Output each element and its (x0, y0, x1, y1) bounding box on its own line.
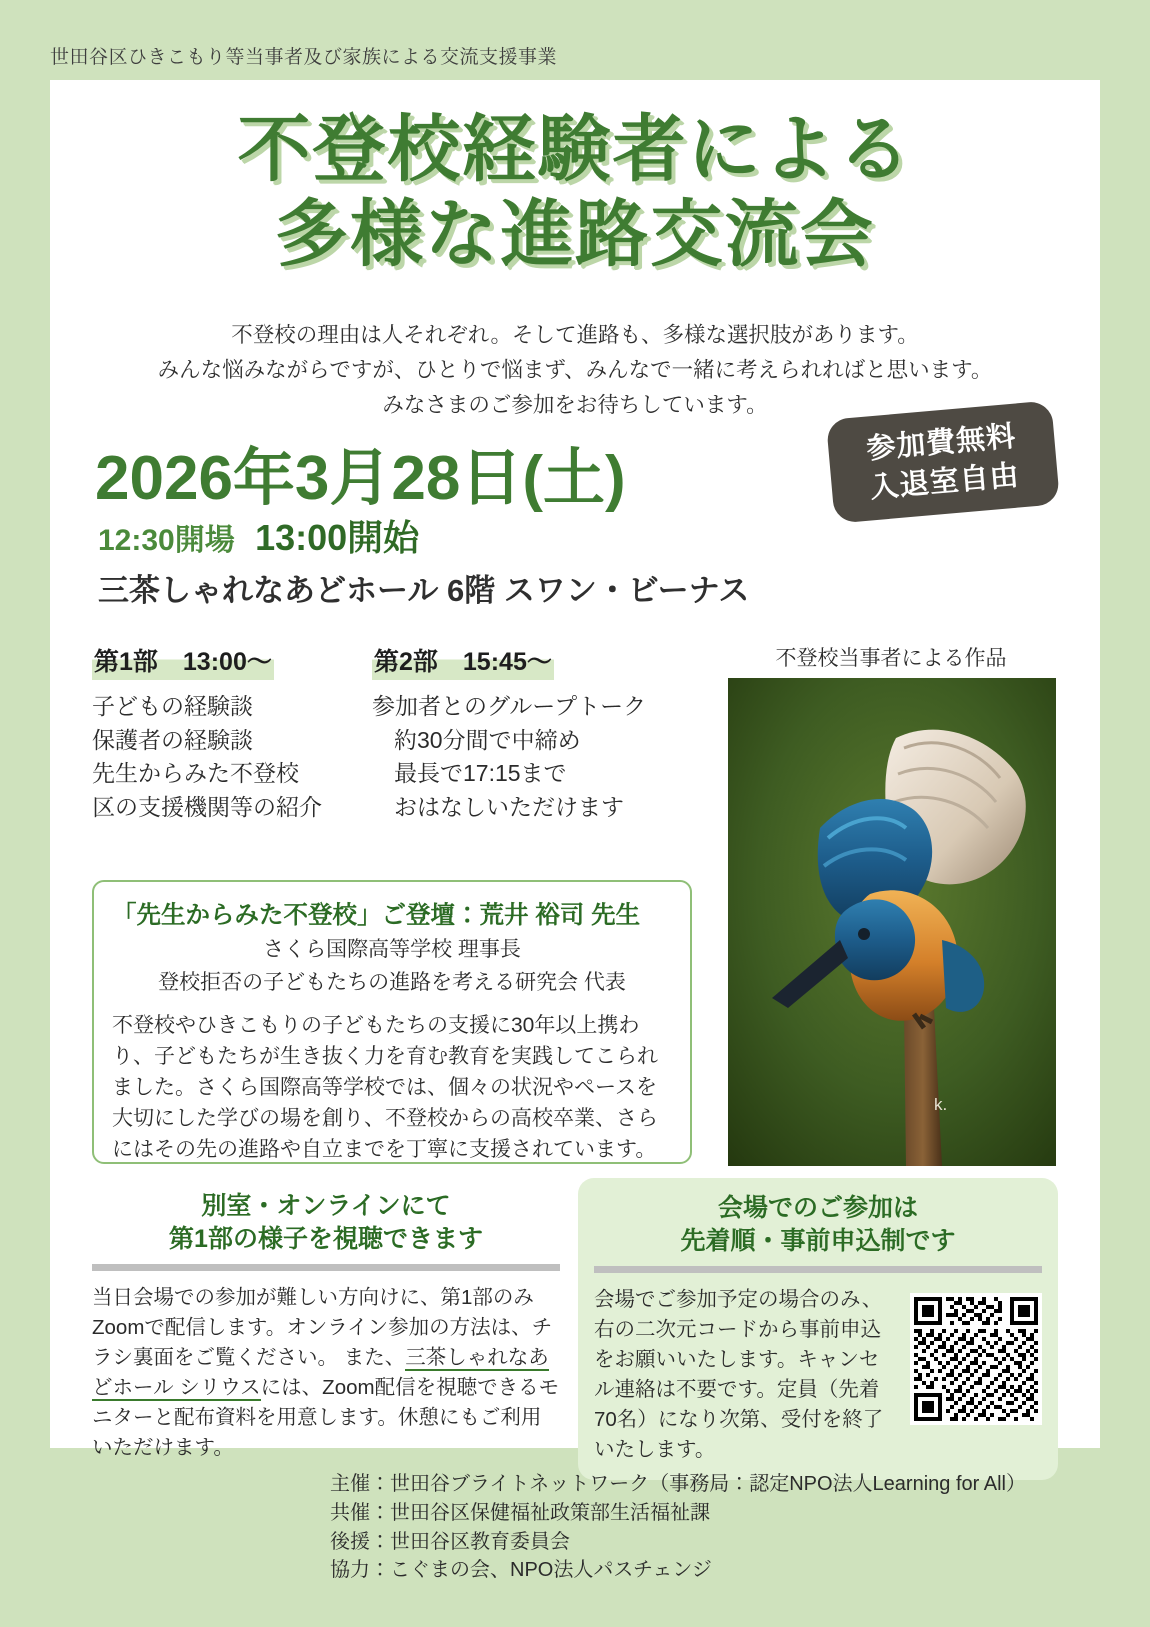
speaker-bio: 不登校やひきこもりの子どもたちの支援に30年以上携わり、子どもたちが生き抜く力を育む教育を実践してこられました。さくら国際高等学校では、個々の状況やペースを大切にした学びの場を創り、不登校からの高校卒業、さらにはその先の進路や自立までを丁寧に支援されています。 (112, 1013, 658, 1162)
list-item: 最長で17:15まで (394, 760, 567, 787)
online-panel-body-part1: 当日会場での参加が難しい方向けに、第1部のみZoomで配信します。オンライン参加の方法は、チラシ裏面をご覧ください。 (92, 1286, 553, 1369)
online-panel-heading (92, 1190, 560, 1256)
online-panel-body (92, 1283, 560, 1463)
program-org-line: 世田谷区ひきこもり等当事者及び家族による交流支援事業 (50, 47, 558, 68)
kingfisher-illustration (728, 678, 1056, 1166)
list-item: 保護者の経験談 (92, 726, 253, 753)
footer-line: 協力：こぐまの会、NPO法人パスチェンジ (330, 1559, 712, 1582)
event-open-time: 12:30開場 (98, 524, 235, 557)
venue-panel-content (594, 1285, 1042, 1465)
program-part1 (92, 642, 372, 824)
poster-card (50, 80, 1100, 1461)
online-panel-heading-line1: 別室・オンラインにて (201, 1192, 451, 1220)
speaker-affiliation-1: さくら国際高等学校 理事長 (263, 938, 521, 961)
badge-line1: 参加費無料 (865, 420, 1018, 466)
venue-panel-heading (594, 1192, 1042, 1258)
divider (92, 1264, 560, 1271)
online-panel-body-part2-pre: また、 (343, 1345, 406, 1369)
speaker-box (92, 880, 692, 1164)
program-part2-list (372, 690, 692, 824)
venue-application-panel (578, 1178, 1058, 1480)
list-item: 先生からみた不登校 (92, 760, 299, 787)
program-columns (92, 642, 692, 824)
lead-line2: みんな悩みながらですが、ひとりで悩まず、みんなで一緒に考えられればと思います。 (157, 357, 993, 382)
lead-line3: みなさまのご参加をお待ちしています。 (382, 392, 768, 417)
kingfisher-painting (728, 678, 1056, 1166)
venue-panel-heading-line1: 会場でのご参加は (717, 1194, 918, 1222)
sirius-hall-link[interactable]: 三茶しゃれなあどホール シリウス (92, 1345, 549, 1399)
online-panel-heading-line2: 第1部の様子を視聴できます (169, 1225, 483, 1253)
program-part1-list (92, 690, 372, 824)
divider (594, 1266, 1042, 1273)
footer-line: 共催：世田谷区保健福祉政策部生活福祉課 (330, 1501, 710, 1524)
program-part2-title: 第2部 15:45〜 (372, 642, 554, 680)
list-item: 参加者とのグループトーク (372, 693, 647, 719)
venue-panel-heading-line2: 先着順・事前申込制です (680, 1227, 956, 1255)
qr-code-graphic (910, 1293, 1042, 1425)
artwork-signature: k. (934, 1095, 948, 1114)
badge-line2: 入退室自由 (868, 459, 1021, 505)
footer-line: 後援：世田谷区教育委員会 (330, 1530, 570, 1553)
online-panel-body-part2-post: には、Zoom配信を視聴できるモニターと配布資料を用意します。休憩にもご利用いただけます。 (92, 1375, 560, 1459)
list-item: 子どもの経験談 (92, 693, 253, 719)
page-title-line1: 不登校経験者による (237, 109, 913, 190)
event-start-time: 13:00開始 (255, 517, 420, 558)
lead-line1: 不登校の理由は人それぞれ。そして進路も、多様な選択肢があります。 (231, 323, 919, 347)
speaker-affiliation-2: 登校拒否の子どもたちの進路を考える研究会 代表 (158, 971, 626, 995)
application-qr-code[interactable] (910, 1293, 1042, 1425)
list-item: 区の支援機関等の紹介 (92, 793, 322, 820)
artwork-caption: 不登校当事者による作品 (775, 647, 1007, 670)
program-section (92, 642, 692, 824)
footer-credits (330, 1470, 1026, 1585)
event-date: 2026年3月28日(土) (95, 444, 626, 513)
page-title-line2: 多様な進路交流会 (275, 193, 875, 275)
program-part2 (372, 642, 692, 824)
program-part1-title: 第1部 13:00〜 (92, 642, 274, 680)
list-item: 約30分間で中締め (394, 726, 581, 753)
online-viewing-panel (92, 1190, 560, 1463)
page-title (50, 108, 1100, 277)
list-item: おはなしいただけます (394, 793, 624, 820)
lead-paragraph (50, 318, 1100, 422)
footer-line: 主催：世田谷ブライトネットワーク（事務局：認定NPO法人Learning for All） (330, 1473, 1026, 1495)
speaker-title: 「先生からみた不登校」ご登壇：荒井 裕司 先生 (112, 902, 641, 929)
event-venue: 三茶しゃれなあどホール 6階 スワン・ビーナス (98, 573, 750, 608)
event-times (98, 510, 419, 561)
status-badge (826, 400, 1060, 523)
venue-panel-body: 会場でご参加予定の場合のみ、右の二次元コードから事前申込をお願いいたします。キャンセル連絡は不要です。定員（先着70名）になり次第、受付を終了いたします。 (594, 1288, 884, 1461)
